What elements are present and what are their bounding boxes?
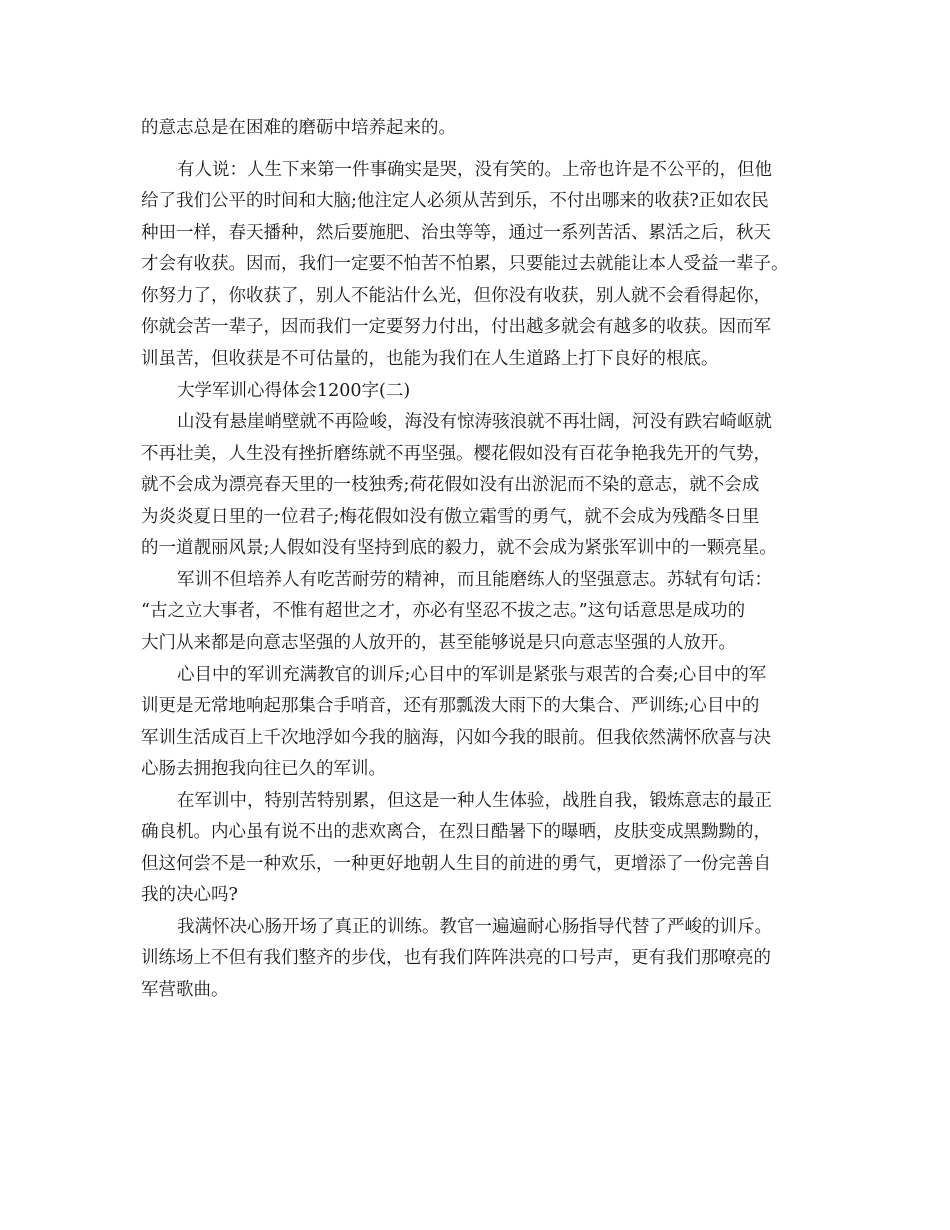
text-line: 不再壮美，人生没有挫折磨练就不再坚强。樱花假如没有百花争艳我先开的气势， [141,444,771,464]
text-line: 大门从来都是向意志坚强的人放开的，甚至能够说是只向意志坚强的人放开。 [141,633,736,653]
text-line: 你就会苦一辈子，因而我们一定要努力付出，付出越多就会有越多的收获。因而军 [141,317,771,337]
text-line: 但这何尝不是一种欢乐，一种更好地朝人生目的前进的勇气，更增添了一份完善自 [141,854,771,874]
section-heading: 大学军训心得体会1200字(二) [177,381,411,401]
text-line: 确良机。内心虽有说不出的悲欢离合，在烈日酷暑下的曝晒，皮肤变成黑黝黝的， [141,822,771,842]
text-line: 军训生活成百上千次地浮如今我的脑海，闪如今我的眼前。但我依然满怀欣喜与决 [141,728,771,748]
text-line: 的一道靓丽风景;人假如没有坚持到底的毅力，就不会成为紧张军训中的一颗亮星。 [141,538,777,558]
text-line: 给了我们公平的时间和大脑;他注定人必须从苦到乐，不付出哪来的收获?正如农民 [141,191,769,211]
text-line: 军训不但培养人有吃苦耐劳的精神，而且能磨练人的坚强意志。苏轼有句话： [177,570,772,590]
text-line: 心目中的军训充满教官的训斥;心目中的军训是紧张与艰苦的合奏;心目中的军 [177,665,767,685]
text-line: 军营歌曲。 [141,980,229,1000]
text-line: 种田一样，春天播种，然后要施肥、治虫等等，通过一系列苦活、累活之后，秋天 [141,223,771,243]
text-line: 为炎炎夏日里的一位君子;梅花假如没有傲立霜雪的勇气，就不会成为残酷冬日里 [141,507,760,527]
text-line: 我的决心吗? [141,885,238,905]
text-line: 山没有悬崖峭壁就不再险峻，海没有惊涛骇浪就不再壮阔，河没有跌宕崎岖就 [177,412,772,432]
text-line: 你努力了，你收获了，别人不能沾什么光，但你没有收获，别人就不会看得起你， [141,286,771,306]
text-line: 有人说：人生下来第一件事确实是哭，没有笑的。上帝也许是不公平的，但他 [177,160,772,180]
text-line: 才会有收获。因而，我们一定要不怕苦不怕累，只要能过去就能让本人受益一辈子。 [141,254,789,274]
text-line: 在军训中，特别苦特别累，但这是一种人生体验，战胜自我，锻炼意志的最正 [177,791,772,811]
text-line: 的意志总是在困难的磨砺中培养起来的。 [141,118,456,138]
text-line: 训虽苦，但收获是不可估量的，也能为我们在人生道路上打下良好的根底。 [141,349,719,369]
text-line: 我满怀决心肠开场了真正的训练。教官一遍遍耐心肠指导代替了严峻的训斥。 [177,917,772,937]
text-line: 训更是无常地响起那集合手哨音，还有那瓢泼大雨下的大集合、严训练;心目中的 [141,696,760,716]
text-line: 训练场上不但有我们整齐的步伐，也有我们阵阵洪亮的口号声，更有我们那嘹亮的 [141,948,771,968]
text-line: 就不会成为漂亮春天里的一枝独秀;荷花假如没有出淤泥而不染的意志，就不会成 [141,475,760,495]
text-line: 心肠去拥抱我向往已久的军训。 [141,759,386,779]
text-line: “古之立大事者，不惟有超世之才，亦必有坚忍不拔之志。”这句话意思是成功的 [141,601,746,621]
